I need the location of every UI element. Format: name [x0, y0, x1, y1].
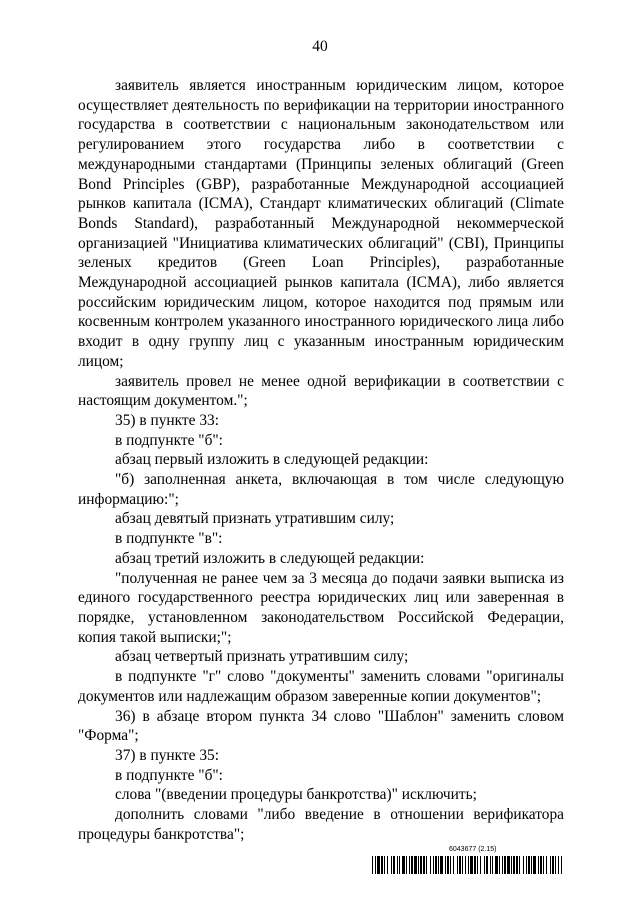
barcode-bar	[387, 856, 388, 874]
barcode-bar	[504, 856, 506, 874]
paragraph: слова "(введении процедуры банкротства)" исключить;	[115, 786, 477, 804]
barcode-bar	[561, 856, 562, 874]
document-body	[78, 76, 564, 844]
barcode-bar	[550, 856, 551, 874]
barcode-bar	[480, 856, 481, 874]
barcode-bar	[507, 856, 510, 874]
paragraph: абзац четвертый признать утратившим силу;	[115, 648, 409, 666]
barcode-bar	[558, 856, 559, 874]
barcode-bar	[474, 856, 476, 874]
barcode-bar	[555, 856, 556, 874]
barcode-bar	[445, 856, 446, 874]
barcode-bar	[433, 856, 434, 874]
barcode-bar	[457, 856, 458, 874]
paragraph: в подпункте "б":	[115, 431, 223, 449]
barcode-bar	[418, 856, 419, 874]
barcode-bar	[393, 856, 395, 874]
barcode-bar	[438, 856, 439, 874]
barcode-bar	[397, 856, 398, 874]
barcode-bar	[375, 856, 376, 874]
paragraph: дополнить словами "либо введение в отношении верификатора процедуры банкротства";	[78, 806, 564, 843]
barcode-bar	[523, 856, 524, 874]
barcode-bar	[477, 856, 478, 874]
barcode-bar	[528, 856, 530, 874]
barcode-bar	[391, 856, 392, 874]
barcode-bar	[423, 856, 425, 874]
barcode-bar	[402, 856, 405, 874]
barcode-bar	[435, 856, 437, 874]
barcode-bar	[502, 856, 503, 874]
barcode-bar	[543, 856, 544, 874]
paragraph: заявитель провел не менее одной верификации в соответствии с настоящим документом.";	[78, 372, 564, 410]
barcode-bar	[384, 856, 385, 874]
paragraph: абзац первый изложить в следующей редакции:	[115, 451, 429, 469]
barcode-bar	[377, 856, 380, 874]
barcode-bar	[465, 856, 466, 874]
barcode-bar	[470, 856, 473, 874]
barcode-bar	[406, 856, 407, 874]
barcode-bar	[495, 856, 498, 874]
paragraph: "б) заполненная анкета, включающая в том числе следующую информацию:";	[78, 471, 564, 508]
barcode-image	[372, 856, 562, 874]
barcode-bar	[459, 856, 461, 874]
paragraph: "полученная не ранее чем за 3 месяца до подачи заявки выписка из единого государственного реестра юридических лиц или заверенная в порядке, установленном законодательством Российской Федерации, копия такой выписки;";	[78, 569, 564, 646]
barcode-bar	[430, 856, 431, 874]
barcode-bar	[513, 856, 515, 874]
barcode-bar	[540, 856, 542, 874]
barcode-bar	[511, 856, 512, 874]
paragraph: абзац девятый признать утратившим силу;	[115, 510, 395, 528]
barcode-bar	[440, 856, 443, 874]
paragraph: 35) в пункте 33:	[115, 411, 219, 429]
barcode-code: 6043677 (2.15)	[449, 846, 497, 853]
barcode-bar	[516, 856, 518, 874]
barcode-bar	[526, 856, 527, 874]
barcode-bar	[462, 856, 463, 874]
barcode-bar	[450, 856, 451, 874]
paragraph: заявитель является иностранным юридическим лицом, которое осуществляет деятельность по верификации на территории иностранного государства в соответствии с национальным законодательством или регулированием этого государства либо в соответствии с международными стандартами (Принципы зеленых облигаций (Green Bond Principles (GBP), разработанные Международной ассоциацией рынков капитала (ICMA), Стандарт климатических облигаций (Climate Bonds Standard), разработанный Международной некоммерческой организацией "Инициатива климатических облигаций" (CBI), Принципы зеленых кредитов (Green Loan Principles), разработанные Международной ассоциацией рынков капитала (ICMA), либо является российским юридическим лицом, которое находится под прямым или косвенным контролем указанного иностранного юридического лица либо входит в одну группу лиц с указанным иностранным юридическим лицом;	[78, 77, 564, 370]
paragraph: в подпункте "б":	[115, 766, 223, 784]
barcode-bar	[409, 856, 410, 874]
paragraph: абзац третий изложить в следующей редакции:	[115, 549, 425, 567]
barcode-bar	[399, 856, 400, 874]
page-number: 40	[312, 38, 328, 55]
paragraph: 37) в пункте 35:	[115, 746, 219, 764]
barcode-bar	[546, 856, 547, 874]
barcode-bar	[486, 856, 488, 874]
barcode-bar	[531, 856, 532, 874]
barcode-bar	[453, 856, 454, 874]
barcode-bar	[420, 856, 422, 874]
barcode-bar	[499, 856, 500, 874]
barcode-bar	[533, 856, 536, 874]
barcode-bar	[414, 856, 417, 874]
barcode-bar	[372, 856, 373, 874]
barcode-bar	[381, 856, 383, 874]
barcode-bar	[468, 856, 469, 874]
barcode-bar	[447, 856, 449, 874]
barcode-bar	[492, 856, 493, 874]
barcode-bar	[426, 856, 427, 874]
barcode-bar	[411, 856, 413, 874]
barcode-bar	[519, 856, 520, 874]
paragraph: в подпункте "г" слово "документы" заменить словами "оригиналы документов или надлежащим образом заверенные копии документов";	[78, 668, 564, 705]
barcode-bar	[538, 856, 539, 874]
paragraph: в подпункте "в":	[115, 530, 223, 548]
paragraph: 36) в абзаце втором пункта 34 слово "Шаблон" заменить словом "Форма";	[78, 707, 564, 745]
barcode-bar	[484, 856, 485, 874]
barcode-bar	[552, 856, 554, 874]
barcode-bar	[490, 856, 491, 874]
